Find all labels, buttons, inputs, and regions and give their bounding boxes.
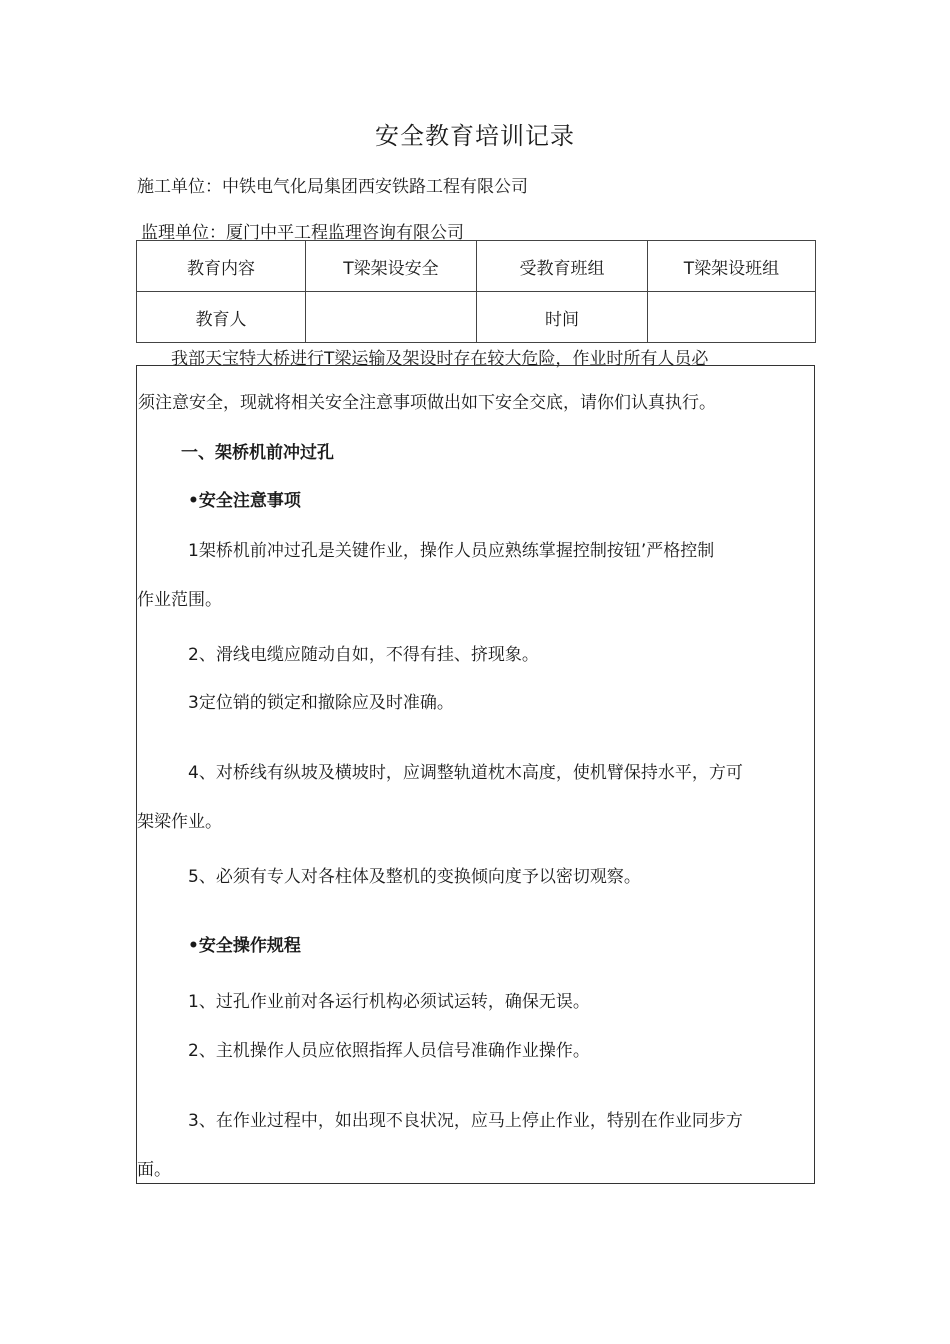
intro-line-1: 我部天宝特大桥进行T梁运输及架设时存在较大危险，作业时所有人员必 <box>171 349 709 369</box>
educator-label: 教育人 <box>137 292 306 343</box>
content-value: T梁架设安全 <box>306 241 477 292</box>
list-item: 2、主机操作人员应依照指挥人员信号准确作业操作。 <box>188 1041 590 1061</box>
list-item-continuation: 作业范围。 <box>137 590 222 610</box>
list-item: 3定位销的锁定和撤除应及时准确。 <box>188 693 454 713</box>
educator-value <box>306 292 477 343</box>
subsection-heading: •安全操作规程 <box>188 936 301 956</box>
team-value: T梁架设班组 <box>648 241 816 292</box>
intro-line-2: 须注意安全，现就将相关安全注意事项做出如下安全交底，请你们认真执行。 <box>138 393 716 413</box>
time-value <box>648 292 816 343</box>
construction-unit: 施工单位：中铁电气化局集团西安铁路工程有限公司 <box>137 177 528 197</box>
info-table <box>136 240 816 343</box>
content-label: 教育内容 <box>137 241 306 292</box>
list-item-continuation: 架梁作业。 <box>137 812 222 832</box>
list-item: 2、滑线电缆应随动自如，不得有挂、挤现象。 <box>188 645 539 665</box>
subsection-heading: •安全注意事项 <box>188 491 301 511</box>
table-row <box>137 241 816 292</box>
team-label: 受教育班组 <box>477 241 648 292</box>
section-heading: 一、架桥机前冲过孔 <box>181 443 334 463</box>
list-item: 1、过孔作业前对各运行机构必须试运转，确保无误。 <box>188 992 590 1012</box>
supervision-unit: 监理单位：厦门中平工程监理咨询有限公司 <box>141 223 464 243</box>
time-label: 时间 <box>477 292 648 343</box>
list-item: 4、对桥线有纵坡及横坡时，应调整轨道枕木高度，使机臂保持水平，方可 <box>188 763 743 783</box>
list-item: 1架桥机前冲过孔是关键作业，操作人员应熟练掌握控制按钮’严格控制 <box>188 541 715 561</box>
list-item-continuation: 面。 <box>137 1160 171 1180</box>
table-row <box>137 292 816 343</box>
page-title: 安全教育培训记录 <box>375 122 575 150</box>
list-item: 3、在作业过程中，如出现不良状况，应马上停止作业，特别在作业同步方 <box>188 1111 743 1131</box>
list-item: 5、必须有专人对各柱体及整机的变换倾向度予以密切观察。 <box>188 867 641 887</box>
